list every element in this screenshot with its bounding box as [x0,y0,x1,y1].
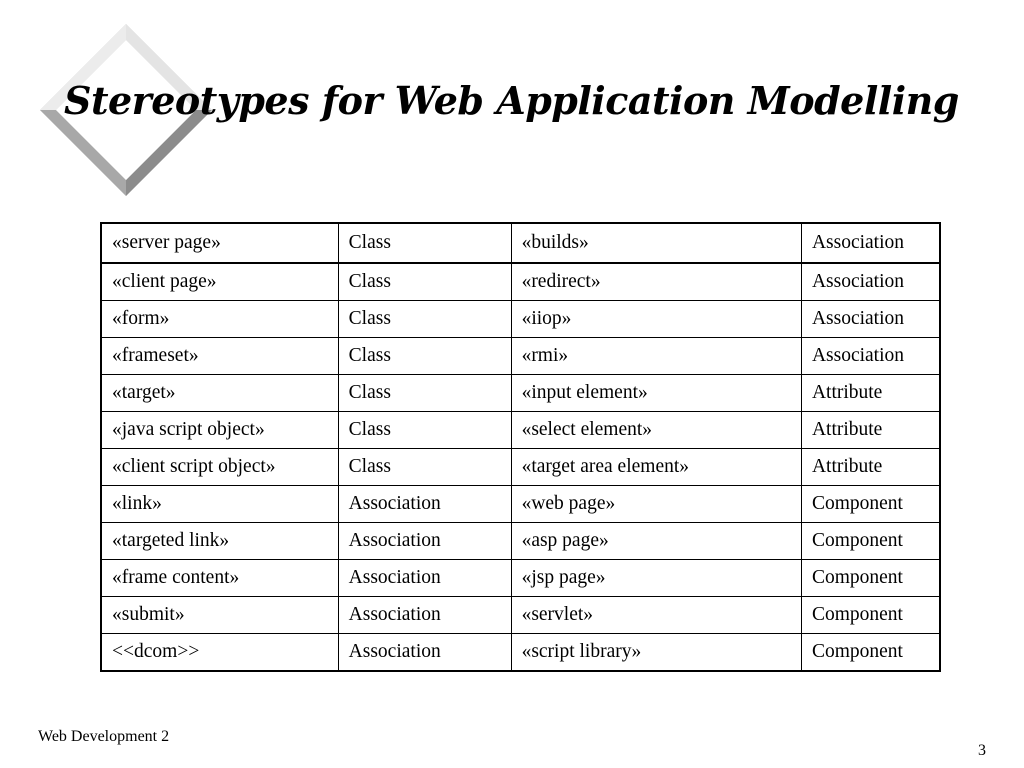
table-cell: «target area element» [511,449,801,486]
table-cell: «redirect» [511,263,801,301]
table-cell: «java script object» [101,412,338,449]
table-row [101,338,940,375]
footer-course-label: Web Development 2 [38,728,170,745]
table-row [101,560,940,597]
stereotypes-table [100,222,941,672]
table-row [101,301,940,338]
table-cell: «jsp page» [511,560,801,597]
table-cell: «builds» [511,223,801,263]
table-cell: Attribute [801,375,940,412]
table-cell: «frameset» [101,338,338,375]
table-cell: Component [801,560,940,597]
table-cell: Association [801,338,940,375]
table-cell: Component [801,597,940,634]
table-cell: Class [338,338,511,375]
table-cell: «frame content» [101,560,338,597]
table-cell: «server page» [101,223,338,263]
table-row [101,523,940,560]
table-row [101,449,940,486]
table-cell: «select element» [511,412,801,449]
table-cell: Association [338,560,511,597]
table-cell: Component [801,523,940,560]
table-cell: Association [801,301,940,338]
table-cell: Class [338,263,511,301]
table-cell: Attribute [801,412,940,449]
table-cell: Class [338,223,511,263]
table-cell: Association [338,597,511,634]
table-cell: «rmi» [511,338,801,375]
table-cell: «asp page» [511,523,801,560]
table-row [101,375,940,412]
slide-title: Stereotypes for Web Application Modelling [64,78,959,123]
table-cell: «iiop» [511,301,801,338]
table-row [101,597,940,634]
table-cell: «link» [101,486,338,523]
table-cell: Class [338,412,511,449]
table-cell: Association [338,523,511,560]
table-cell: Attribute [801,449,940,486]
table-row [101,263,940,301]
table-cell: <<dcom>> [101,634,338,672]
table-cell: «form» [101,301,338,338]
table-cell: Association [801,223,940,263]
table-row [101,223,940,263]
table-cell: Association [801,263,940,301]
table-cell: «targeted link» [101,523,338,560]
table-cell: «client script object» [101,449,338,486]
table-cell: «input element» [511,375,801,412]
table-cell: Component [801,634,940,672]
table-cell: «target» [101,375,338,412]
table-cell: Association [338,486,511,523]
table-cell: Association [338,634,511,672]
table-row [101,486,940,523]
table-cell: «servlet» [511,597,801,634]
table-cell: «web page» [511,486,801,523]
table-cell: Class [338,301,511,338]
table-cell: «submit» [101,597,338,634]
table-row [101,412,940,449]
page-number: 3 [978,742,986,759]
table-cell: «script library» [511,634,801,672]
table-cell: Component [801,486,940,523]
table-cell: «client page» [101,263,338,301]
table-cell: Class [338,375,511,412]
table-cell: Class [338,449,511,486]
table-row [101,634,940,672]
